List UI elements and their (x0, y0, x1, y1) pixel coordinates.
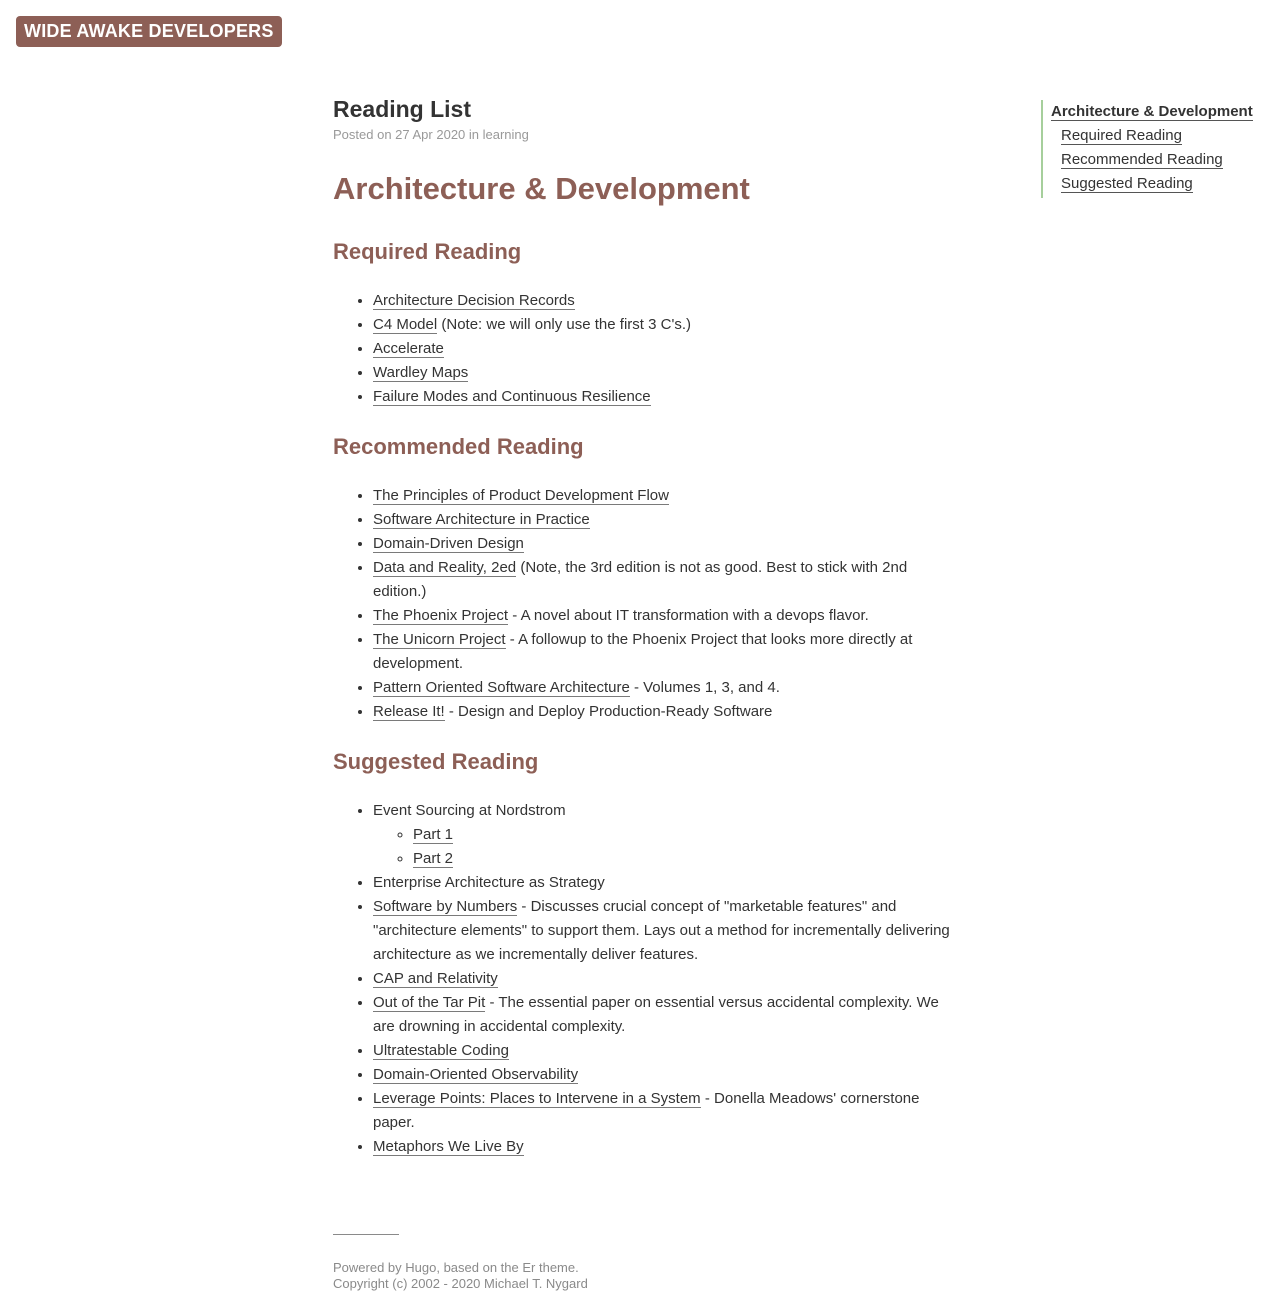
hugo-link[interactable]: Hugo (405, 1260, 437, 1275)
theme-suffix: theme. (535, 1260, 579, 1275)
toc-item-recommended-reading[interactable]: Recommended Reading (1061, 151, 1223, 168)
reading-link[interactable]: The Unicorn Project (373, 631, 506, 648)
reading-link[interactable]: Leverage Points: Places to Intervene in a System (373, 1090, 701, 1107)
list-item (373, 484, 953, 508)
footer-divider (333, 1234, 399, 1235)
enterprise-architecture-label: Enterprise Architecture as Strategy (373, 874, 605, 891)
list-item (373, 676, 953, 700)
powered-by-label: Powered by (333, 1260, 406, 1275)
list-item (373, 532, 953, 556)
event-sourcing-parts (373, 823, 953, 871)
reading-note: (Note, the 3rd edition is not as good. Best to stick with 2nd edition.) (373, 559, 908, 600)
posted-on-label: Posted on (333, 127, 396, 142)
reading-link[interactable]: Software by Numbers (373, 898, 518, 915)
reading-link[interactable]: Out of the Tar Pit (373, 994, 486, 1011)
section-heading-suggested: Suggested Reading (333, 749, 539, 774)
list-item (373, 1087, 953, 1135)
reading-note: - Discusses crucial concept of "marketable features" and "architecture elements" to support them. Lays out a method for incrementally delivering architecture as we incrementally deliver features. (373, 898, 950, 963)
section-heading-required: Required Reading (333, 239, 522, 264)
toc-item-architecture-development[interactable]: Architecture & Development (1051, 103, 1253, 120)
list-item (373, 991, 953, 1039)
list-item (373, 799, 953, 871)
list-item (373, 628, 953, 676)
post-meta (333, 126, 953, 144)
list-item (373, 337, 953, 361)
list-item (373, 871, 953, 895)
part-1-link[interactable]: Part 1 (413, 826, 454, 843)
page-title: Reading List (333, 96, 472, 122)
reading-note: - A followup to the Phoenix Project that looks more directly at development. (373, 631, 913, 672)
list-item (373, 385, 953, 409)
reading-link[interactable]: The Principles of Product Development Flow (373, 487, 669, 504)
powered-by-line (333, 1260, 588, 1276)
reading-note: (Note: we will only use the first 3 C's.) (437, 316, 691, 333)
reading-link[interactable]: Wardley Maps (373, 364, 469, 381)
list-item (373, 604, 953, 628)
list-item (373, 895, 953, 967)
reading-link[interactable]: Failure Modes and Continuous Resilience (373, 388, 651, 405)
section-heading-recommended: Recommended Reading (333, 434, 584, 459)
toc-item-required-reading[interactable]: Required Reading (1061, 127, 1182, 144)
reading-link[interactable]: Software Architecture in Practice (373, 511, 590, 528)
based-on-label: , based on the (436, 1260, 523, 1275)
category-link[interactable]: learning (482, 127, 529, 142)
reading-link[interactable]: Release It! (373, 703, 445, 720)
reading-link[interactable]: C4 Model (373, 316, 438, 333)
reading-link[interactable]: The Phoenix Project (373, 607, 509, 624)
reading-link[interactable]: Accelerate (373, 340, 444, 357)
reading-link[interactable]: Data and Reality, 2ed (373, 559, 517, 576)
reading-note: - A novel about IT transformation with a devops flavor. (508, 607, 869, 624)
table-of-contents (1041, 100, 1281, 198)
list-item (373, 1135, 953, 1159)
copyright: Copyright (c) 2002 - 2020 Michael T. Nygard (333, 1276, 588, 1291)
list-item (413, 823, 953, 847)
site-title-badge[interactable]: WIDE AWAKE DEVELOPERS (16, 16, 282, 47)
list-item (373, 556, 953, 604)
toc-item-suggested-reading[interactable]: Suggested Reading (1061, 175, 1193, 192)
post-date: 27 Apr 2020 (395, 127, 466, 142)
list-item (373, 508, 953, 532)
list-item (413, 847, 953, 871)
reading-link[interactable]: Pattern Oriented Software Architecture (373, 679, 630, 696)
list-item (373, 361, 953, 385)
event-sourcing-label: Event Sourcing at Nordstrom (373, 802, 566, 819)
list-item (373, 313, 953, 337)
section-heading-architecture: Architecture & Development (333, 171, 750, 206)
list-item (373, 1039, 953, 1063)
reading-link[interactable]: Ultratestable Coding (373, 1042, 509, 1059)
footer (333, 1234, 588, 1292)
article (333, 93, 953, 1159)
list-item (373, 700, 953, 724)
reading-note: - The essential paper on essential versus accidental complexity. We are drowning in accidental complexity. (373, 994, 939, 1035)
reading-note: - Design and Deploy Production-Ready Software (444, 703, 773, 720)
part-2-link[interactable]: Part 2 (413, 850, 454, 867)
reading-link[interactable]: Domain-Driven Design (373, 535, 524, 552)
list-item (373, 967, 953, 991)
reading-link[interactable]: Metaphors We Live By (373, 1138, 524, 1155)
required-reading-list (333, 289, 953, 409)
er-theme-link[interactable]: Er (522, 1260, 536, 1275)
list-item (373, 1063, 953, 1087)
in-label: in (465, 127, 483, 142)
reading-link[interactable]: Architecture Decision Records (373, 292, 575, 309)
recommended-reading-list (333, 484, 953, 724)
reading-note: - Donella Meadows' cornerstone paper. (373, 1090, 920, 1131)
list-item (373, 289, 953, 313)
reading-note: - Volumes 1, 3, and 4. (629, 679, 780, 696)
reading-link[interactable]: Domain-Oriented Observability (373, 1066, 579, 1083)
reading-link[interactable]: CAP and Relativity (373, 970, 498, 987)
suggested-reading-list (333, 799, 953, 1159)
